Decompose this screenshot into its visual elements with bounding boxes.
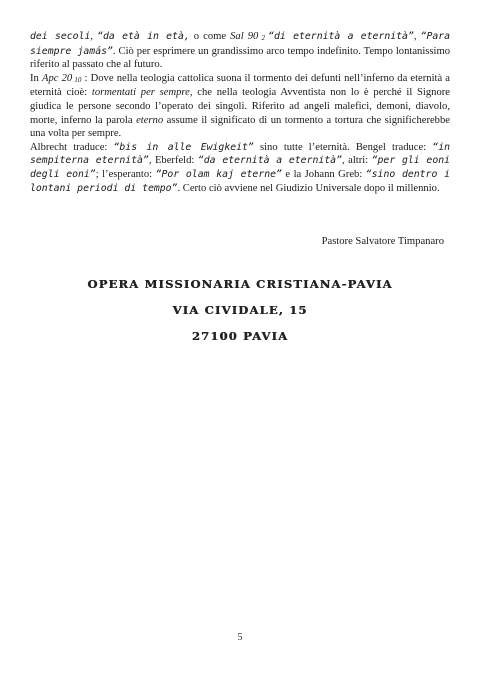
page-number: 5 bbox=[237, 632, 243, 643]
paragraph-1: dei secoli, “da età in età, o come Sal 90 $_2$ “di eternità a eternità”, “Para siempre jamás”. Ciò per esprimere un grandissimo arco tempo indefinito. Tempo lontanissimo riferito al passato che al futuro. bbox=[30, 31, 451, 71]
paragraph-3: Albrecht traduce: “bis in alle Ewigkeit” sino tutte l’eternità. Bengel traduce: “in sempiterna eternità”, Eberfeld: “da eternità a eternità”, altri: “per gli eoni degli eoni”; l’esperanto: “Por olam kaj eterne” e la Johann Greb: “sino dentro i lontani periodi di tempo”. Certo ciò avviene nel Giudizio Universale dopo il millennio. bbox=[30, 141, 451, 194]
organization-city: 27100 PAVIA bbox=[191, 329, 289, 343]
signature: Pastore Salvatore Timpanaro bbox=[321, 236, 444, 247]
body-text bbox=[30, 30, 450, 195]
organization-name: OPERA MISSIONARIA CRISTIANA-PAVIA bbox=[87, 277, 393, 291]
paragraph-2: In Apc 20 $_{10}$ : Dove nella teologia cattolica suona il tormento dei defunti nell’inferno da eternità a eternità cioè: tormentati per sempre, che nella teologia Avventista non lo è perché il Signore giudica le persone secondo l’operato dei singoli. Riferito ad angeli malefici, demoni, diavolo, morte, inferno la parola eterno assume il significato di un tormento a tortura che significherebbe una volta per sempre. bbox=[30, 72, 450, 140]
organization-street: VIA CIVIDALE, 15 bbox=[172, 303, 308, 317]
